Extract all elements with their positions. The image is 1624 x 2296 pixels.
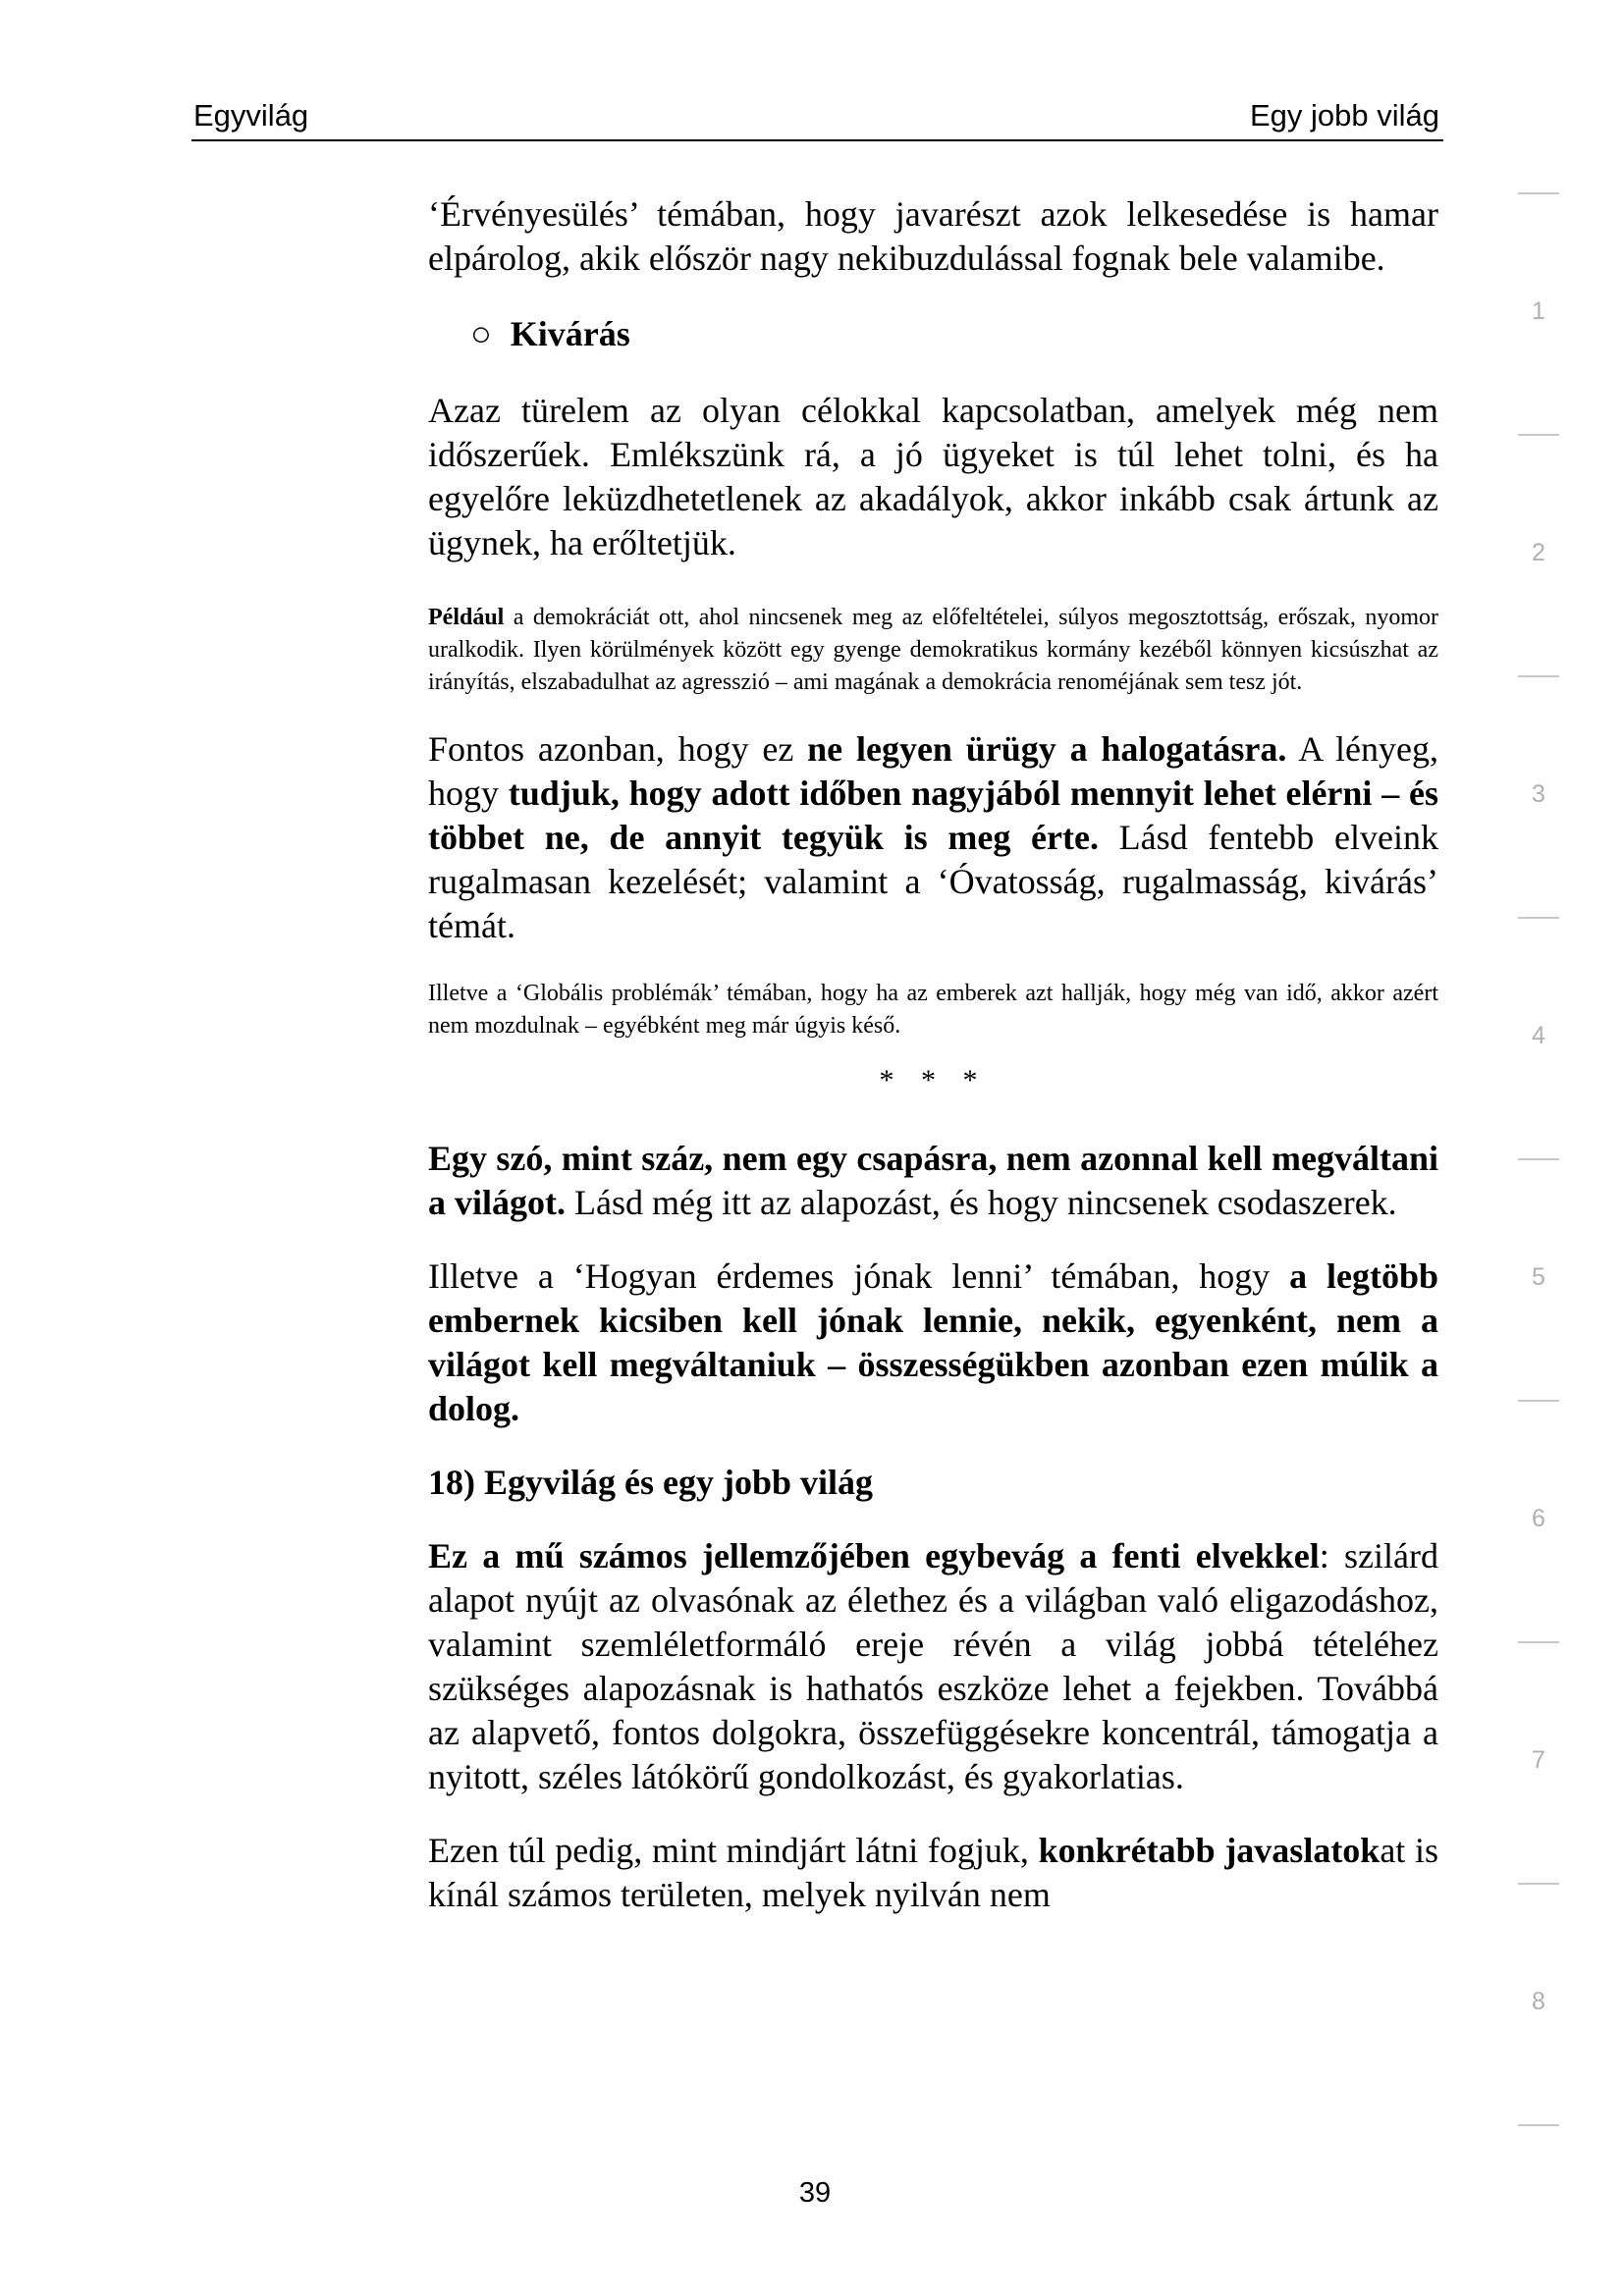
ruler-number: 7 bbox=[1532, 1746, 1545, 1774]
bold-span: tudjuk, hogy adott időben nagyjából mennyit lehet elérni – és többet ne, de annyit tegyük is meg érte. bbox=[428, 774, 1439, 857]
ruler-tick bbox=[1518, 434, 1559, 436]
text-span: at is kínál számos területen, melyek nyilván nem bbox=[428, 1831, 1438, 1914]
header-right-title: Egy jobb világ bbox=[1249, 98, 1439, 133]
text-span: A lényeg, hogy bbox=[428, 729, 1438, 813]
ruler-tick bbox=[1518, 1158, 1559, 1160]
paragraph-summary bbox=[428, 1137, 1438, 1225]
ruler-tick bbox=[1518, 1641, 1559, 1643]
text-span: Lásd még itt az alapozást, és hogy nincsenek csodaszerek. bbox=[566, 1183, 1397, 1222]
ruler-tick bbox=[1518, 917, 1559, 919]
example-text: a demokráciát ott, ahol nincsenek meg az előfeltételei, súlyos megosztottság, erőszak, nyomor uralkodik. Ilyen körülmények között egy gyenge demokratikus kormány kezéből könnyen kicsúszhat az irányítás, elszabadulhat az agresszió – ami magának a demokrácia renoméjának sem tesz jót. bbox=[428, 605, 1438, 695]
ruler-number: 3 bbox=[1532, 780, 1545, 808]
page-body bbox=[428, 192, 1438, 1917]
bold-span: konkrétabb javaslatok bbox=[1038, 1831, 1380, 1870]
section-separator: * * * bbox=[879, 1064, 988, 1096]
small-paragraph-example bbox=[428, 602, 1438, 699]
bold-span: Ez a mű számos jellemzőjében egybevág a fenti elvekkel bbox=[428, 1536, 1320, 1575]
ruler-tick bbox=[1518, 2124, 1559, 2126]
text-span: : szilárd alapot nyújt az olvasónak az élethez és a világban való eligazodáshoz, valamint szemléletformáló ereje révén a világ jobbá tételéhez szükséges alapozásnak is hathatós eszköze lehet a fejekben. Továbbá az alapvető, fontos dolgokra, összefüggésekre koncentrál, támogatja a nyitott, széles látókörű gondolkozást, és gyakorlatias. bbox=[428, 1536, 1438, 1796]
subheading-text: Kivárás bbox=[510, 314, 630, 353]
subheading-kivaras bbox=[470, 312, 1438, 356]
paragraph-important bbox=[428, 727, 1438, 948]
paragraph-proposals bbox=[428, 1829, 1438, 1917]
small-paragraph-global: Illetve a ‘Globális problémák’ témában, hogy ha az emberek azt hallják, hogy még van idő, akkor azért nem mozdulnak – egyébként meg már úgyis késő. bbox=[428, 981, 1438, 1039]
line-number-ruler bbox=[1518, 0, 1561, 2296]
text-span: Fontos azonban, hogy ez bbox=[428, 729, 808, 769]
circle-bullet-icon: ○ bbox=[470, 314, 492, 353]
paragraph-continuation: ‘Érvényesülés’ témában, hogy javarészt azok lelkesedése is hamar elpárolog, akik először nagy nekibuzdulással fognak bele valamibe. bbox=[428, 194, 1438, 278]
example-label: Például bbox=[428, 605, 505, 630]
page-number: 39 bbox=[798, 2177, 832, 2209]
ruler-tick bbox=[1518, 675, 1559, 677]
ruler-tick bbox=[1518, 1400, 1559, 1402]
bold-span: a legtöbb embernek kicsiben kell jónak lennie, nekik, egyenként, nem a világot kell megváltaniuk – összességükben azonban ezen múlik a dolog. bbox=[428, 1256, 1438, 1428]
bold-span: Egy szó, mint száz, nem egy csapásra, nem azonnal kell megváltani a világot. bbox=[428, 1139, 1438, 1222]
running-header bbox=[191, 96, 1443, 141]
ruler-number: 5 bbox=[1532, 1263, 1545, 1291]
ruler-number: 4 bbox=[1532, 1022, 1545, 1049]
ruler-number: 8 bbox=[1532, 1988, 1545, 2015]
text-span: Ezen túl pedig, mint mindjárt látni fogjuk, bbox=[428, 1831, 1039, 1870]
ruler-number: 2 bbox=[1532, 539, 1545, 566]
ruler-tick bbox=[1518, 1883, 1559, 1885]
paragraph-work bbox=[428, 1534, 1438, 1799]
text-span: Illetve a ‘Hogyan érdemes jónak lenni’ témában, hogy bbox=[428, 1256, 1290, 1296]
ruler-number: 1 bbox=[1532, 297, 1545, 325]
ruler-tick bbox=[1518, 192, 1559, 194]
paragraph-good bbox=[428, 1255, 1438, 1431]
text-span: Lásd fentebb elveink rugalmasan kezelését; valamint a ‘Óvatosság, rugalmasság, kivárás’ témát. bbox=[428, 818, 1438, 945]
bold-span: ne legyen ürügy a halogatásra. bbox=[807, 729, 1287, 769]
section-heading: 18) Egyvilág és egy jobb világ bbox=[428, 1463, 874, 1502]
paragraph-kivaras: Azaz türelem az olyan célokkal kapcsolatban, amelyek még nem időszerűek. Emlékszünk rá, a jó ügyeket is túl lehet tolni, és ha egyelőre leküzdhetetlenek az akadályok, akkor inkább csak ártunk az ügynek, ha erőltetjük. bbox=[428, 391, 1438, 562]
ruler-number: 6 bbox=[1532, 1505, 1545, 1532]
header-left-title: Egyvilág bbox=[193, 98, 309, 133]
